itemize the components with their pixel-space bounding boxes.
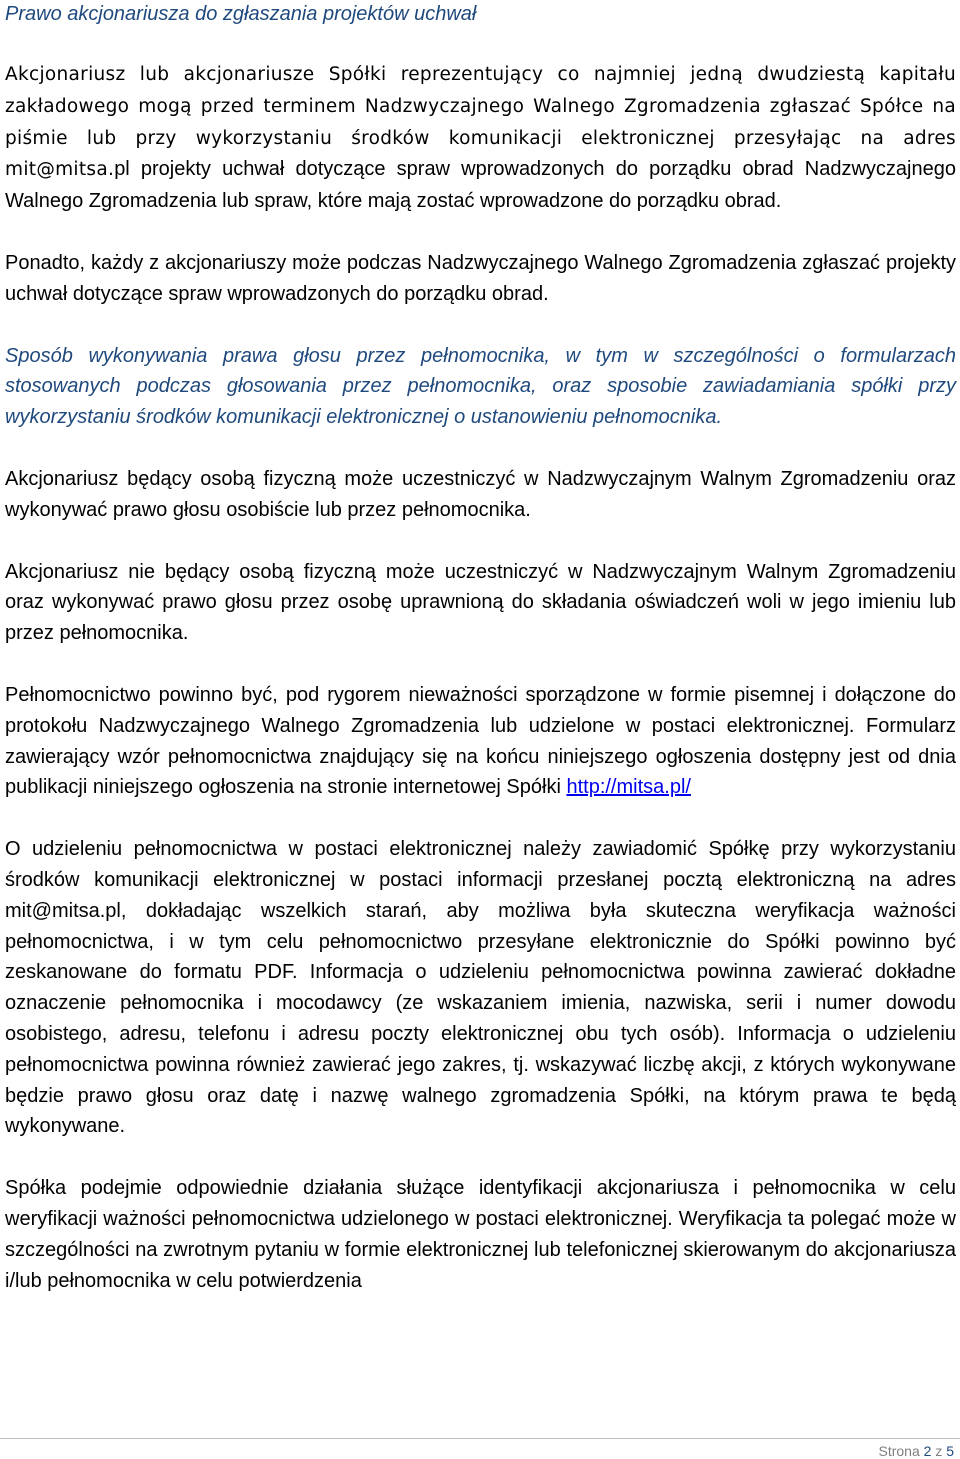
proxy-voting-heading: Sposób wykonywania prawa głosu przez pełnomocnika, w tym w szczególności o formularzach stosowanych podczas głosowania przez pełnomocnika, oraz sposobie zawiadamiania spółki przy wykorzystaniu środków komunikacji elektronicznej o ustanowieniu pełnomocnika. <box>5 344 956 429</box>
total-pages-number: 5 <box>946 1443 954 1459</box>
natural-person-paragraph: Akcjonariusz będący osobą fizyczną może uczestniczyć w Nadzwyczajnym Walnym Zgromadzeniu oraz wykonywać prawo głosu osobiście lub przez pełnomocnika. <box>5 467 956 521</box>
footer-divider <box>0 1438 960 1439</box>
page-number <box>878 1443 954 1459</box>
document-page <box>5 0 956 1296</box>
electronic-notification-paragraph: O udzieleniu pełnomocnictwa w postaci elektronicznej należy zawiadomić Spółkę przy wykorzystaniu środków komunikacji elektronicznej w postaci informacji przesłanej pocztą elektroniczną na adres mit@mitsa.pl, dokładając wszelkich starań, aby możliwa była skuteczna weryfikacja ważności pełnomocnictwa, i w tym celu pełnomocnictwo przesyłane elektronicznie do Spółki powinno być zeskanowane do formatu PDF. Informacja o udzieleniu pełnomocnictwa powinna zawierać dokładne oznaczenie pełnomocnika i mocodawcy (ze wskazaniem imienia, nazwiska, serii i numer dowodu osobistego, adresu, telefonu i adresu poczty elektronicznej obu tych osób). Informacja o udzieleniu pełnomocnictwa powinna również zawierać jego zakres, tj. wskazywać liczbę akcji, z których wykonywane będzie prawo głosu oraz datę i nazwę walnego zgromadzenia Spółki, na którym prawa te będą wykonywane. <box>5 838 956 1138</box>
of-label: z <box>935 1443 943 1459</box>
intro-text-part2: pl projekty uchwał dotyczące spraw wprowadzonych do porządku obrad Nadzwyczajnego Walnego Zgromadzenia lub spraw, które mają zostać wprowadzone do porządku obrad. <box>5 158 956 213</box>
current-page-number: 2 <box>923 1443 932 1459</box>
page-label: Strona <box>878 1443 920 1459</box>
company-website-link[interactable]: http://mitsa.pl/ <box>566 776 691 799</box>
intro-text-part1: Akcjonariusz lub akcjonariusze Spółki reprezentujący co najmniej jedną dwudziestą kapitału zakładowego mogą przed terminem Nadzwyczajnego Walnego Zgromadzenia zgłaszać Spółce na piśmie lub przy wykorzystaniu środków komunikacji elektronicznej przesyłając na adres mit@mitsa. <box>5 64 956 181</box>
power-of-attorney-paragraph <box>5 680 956 803</box>
verification-paragraph: Spółka podejmie odpowiednie działania służące identyfikacji akcjonariusza i pełnomocnika w celu weryfikacji ważności pełnomocnictwa udzielonego w postaci elektronicznej. Weryfikacja ta polegać może w szczególności na zwrotnym pytaniu w formie elektronicznej lub telefonicznej skierowanym do akcjonariusza i/lub pełnomocnika w celu potwierdzenia <box>5 1177 956 1292</box>
page-footer <box>0 1437 960 1459</box>
legal-person-paragraph: Akcjonariusz nie będący osobą fizyczną może uczestniczyć w Nadzwyczajnym Walnym Zgromadzeniu oraz wykonywać prawo głosu przez osobę uprawnioną do składania oświadczeń woli w jego imieniu lub przez pełnomocnika. <box>5 560 956 645</box>
power-of-attorney-text: Pełnomocnictwo powinno być, pod rygorem nieważności sporządzone w formie pisemnej i dołączone do protokołu Nadzwyczajnego Walnego Zgromadzenia lub udzielone w postaci elektronicznej. Formularz zawierający wzór pełnomocnictwa znajdujący się na końcu niniejszego ogłoszenia dostępny jest od dnia publikacji niniejszego ogłoszenia na stronie internetowej Spółki <box>5 683 956 799</box>
intro-paragraph <box>5 59 956 217</box>
section-heading: Prawo akcjonariusza do zgłaszania projektów uchwał <box>5 3 477 25</box>
additional-rights-paragraph: Ponadto, każdy z akcjonariuszy może podczas Nadzwyczajnego Walnego Zgromadzenia zgłaszać projekty uchwał dotyczące spraw wprowadzonych do porządku obrad. <box>5 251 956 305</box>
